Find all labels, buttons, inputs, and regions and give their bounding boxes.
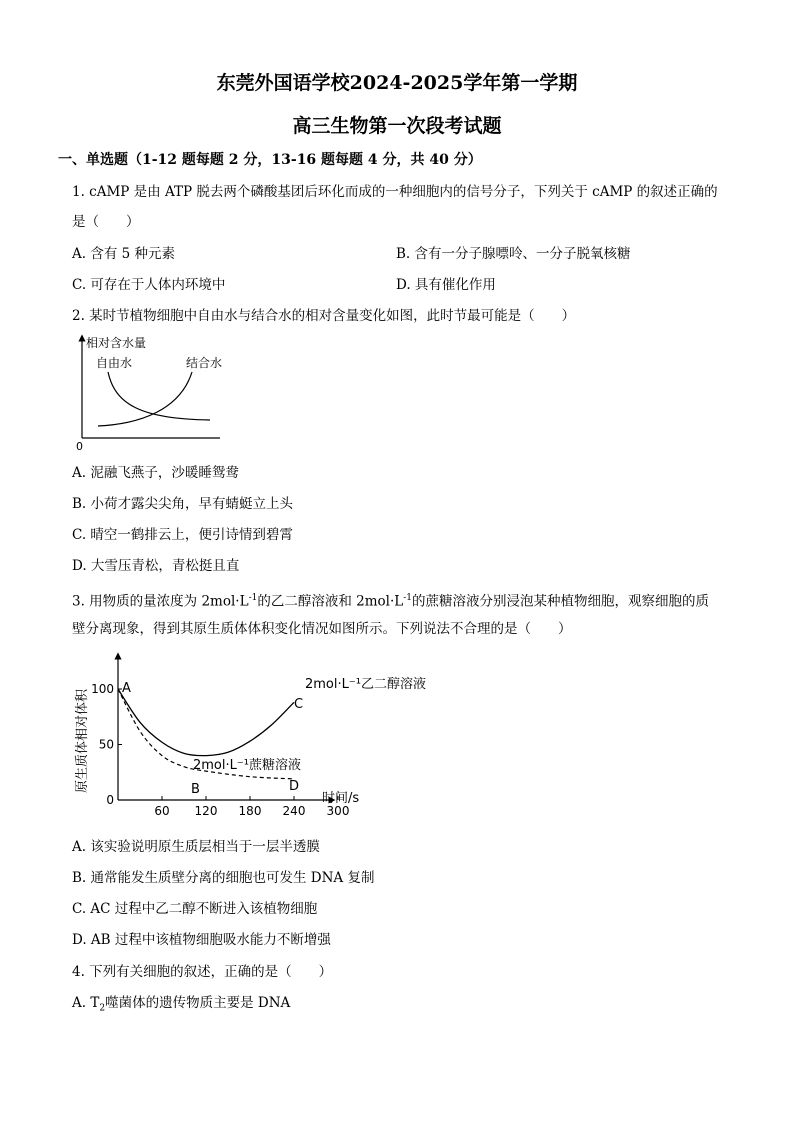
section-heading: 一、单选题（1-12 题每题 2 分，13-16 题每题 4 分，共 40 分） <box>58 152 482 168</box>
y-tick-label: 50 <box>98 737 114 752</box>
q3-stem-part2: 的乙二醇溶液和 2mol·L <box>257 593 404 610</box>
q3-option-d: D. AB 过程中该植物细胞吸水能力不断增强 <box>72 932 331 948</box>
point-d-label: D <box>289 779 300 794</box>
sucrose-series-label: 2mol·L⁻¹蔗糖溶液 <box>193 758 301 773</box>
free-water-curve <box>108 372 210 420</box>
y-tick-label: 100 <box>91 682 114 696</box>
q2-option-d: D. 大雪压青松，青松挺且直 <box>72 558 240 574</box>
q3-stem-part3: 的蔗糖溶液分别浸泡某种植物细胞，观察细胞的质 <box>412 593 710 610</box>
q4-option-a-subscript: 2 <box>99 1003 106 1014</box>
q2-stem: 2. 某时节植物细胞中自由水与结合水的相对含量变化如图，此时节最可能是（ ） <box>72 308 576 324</box>
water-content-chart <box>70 334 230 452</box>
q2-option-b: B. 小荷才露尖尖角，早有蜻蜓立上头 <box>72 496 294 512</box>
q2-option-c: C. 晴空一鹤排云上，便引诗情到碧霄 <box>72 527 293 543</box>
x-tick-label: 300 <box>326 804 350 818</box>
free-water-label: 自由水 <box>96 356 133 370</box>
q1-option-b: B. 含有一分子腺嘌呤、一分子脱氧核糖 <box>396 246 631 262</box>
water-chart-origin: 0 <box>76 440 83 453</box>
q4-option-a <box>72 994 290 1018</box>
q3-sup-2: -1 <box>403 593 413 603</box>
x-tick-label: 240 <box>282 804 306 818</box>
ethylene-glycol-curve <box>118 689 294 756</box>
bound-water-label: 结合水 <box>186 356 223 370</box>
y-ticks <box>91 682 122 807</box>
exam-title-school: 东莞外国语学校2024-2025学年第一学期 <box>216 72 578 94</box>
plasmolysis-xlabel: 时间/s <box>322 791 360 806</box>
q3-stem-line1 <box>72 589 709 611</box>
q3-option-c: C. AC 过程中乙二醇不断进入该植物细胞 <box>72 901 318 917</box>
q3-stem-line2: 壁分离现象，得到其原生质体体积变化情况如图所示。下列说法不合理的是（ ） <box>72 621 572 637</box>
x-ticks <box>154 796 349 818</box>
plasmolysis-ylabel: 原生质体相对体积 <box>75 688 90 793</box>
point-b-label: B <box>191 782 200 797</box>
q1-stem-line2: 是（ ） <box>72 214 140 230</box>
q3-sup-1: -1 <box>248 593 258 603</box>
point-a-label: A <box>122 681 131 696</box>
q4-stem: 4. 下列有关细胞的叙述，正确的是（ ） <box>72 964 333 980</box>
q1-option-a: A. 含有 5 种元素 <box>72 246 176 262</box>
q4-option-a-prefix: A. T <box>72 995 100 1011</box>
q4-option-a-text: 噬菌体的遗传物质主要是 DNA <box>105 995 291 1011</box>
q1-option-c: C. 可存在于人体内环境中 <box>72 277 226 293</box>
plasmolysis-chart <box>70 650 426 828</box>
x-tick-label: 60 <box>154 804 170 818</box>
x-tick-label: 180 <box>238 804 262 818</box>
q2-option-a: A. 泥融飞燕子，沙暖睡鸳鸯 <box>72 465 239 481</box>
y-tick-label: 0 <box>106 793 114 807</box>
q1-option-d: D. 具有催化作用 <box>396 277 496 293</box>
q3-stem-part1: 3. 用物质的量浓度为 2mol·L <box>72 593 249 610</box>
q1-stem-line1: 1. cAMP 是由 ATP 脱去两个磷酸基团后环化而成的一种细胞内的信号分子，下列关于 cAMP 的叙述正确的 <box>72 184 718 200</box>
exam-title-subject: 高三生物第一次段考试题 <box>292 115 502 137</box>
x-tick-label: 120 <box>194 804 218 818</box>
point-c-label: C <box>294 697 304 712</box>
ethylene-series-label: 2mol·L⁻¹乙二醇溶液 <box>305 677 426 692</box>
q3-option-a: A. 该实验说明原生质层相当于一层半透膜 <box>72 839 320 855</box>
q3-option-b: B. 通常能发生质壁分离的细胞也可发生 DNA 复制 <box>72 870 375 886</box>
water-chart-ylabel: 相对含水量 <box>86 336 147 350</box>
